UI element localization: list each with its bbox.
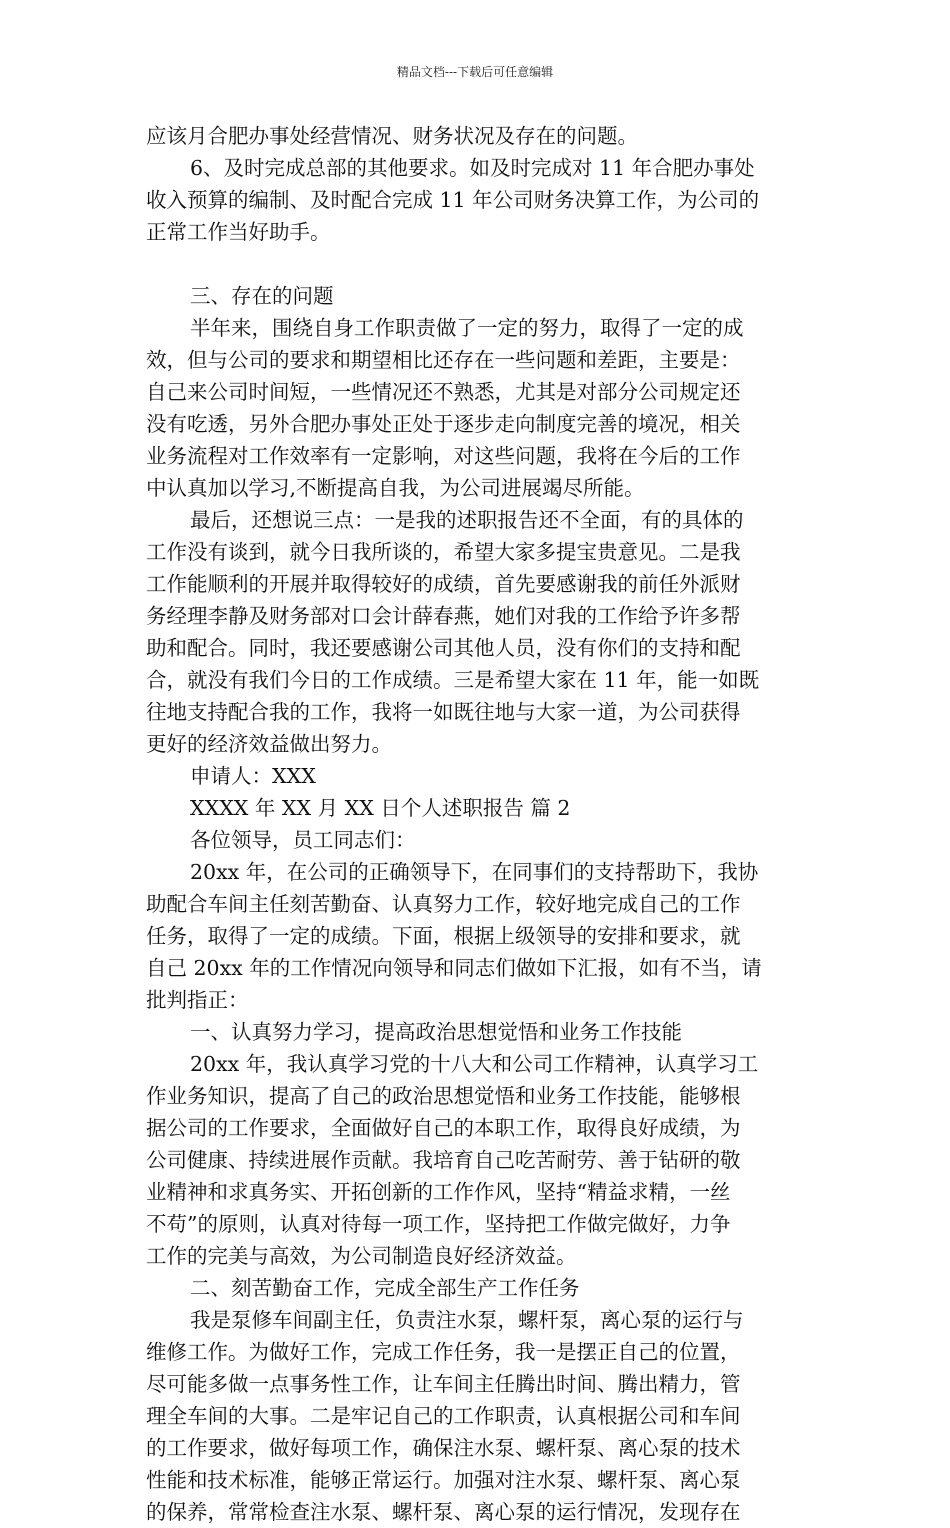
text-line: 申请人：XXX [190,764,316,788]
text-line: XXXX 年 XX 月 XX 日个人述职报告 篇 2 [190,796,571,820]
text-line: 尽可能多做一点事务性工作，让车间主任腾出时间、腾出精力，管 [146,1372,741,1396]
text-line: 各位领导，员工同志们： [190,828,416,852]
text-line: 自己来公司时间短，一些情况还不熟悉，尤其是对部分公司规定还 [146,380,741,404]
document-body [146,120,810,1528]
text-line: 务经理李静及财务部对口会计薛春燕，她们对我的工作给予许多帮 [146,604,741,628]
text-line: 往地支持配合我的工作，我将一如既往地与大家一道，为公司获得 [146,700,741,724]
text-line: 助配合车间主任刻苦勤奋、认真努力工作，较好地完成自己的工作 [146,892,741,916]
text-line: 6、及时完成总部的其他要求。如及时完成对 11 年合肥办事处 [190,156,755,180]
text-line: 20xx 年，我认真学习党的十八大和公司工作精神，认真学习工 [190,1052,759,1076]
text-line: 中认真加以学习,不断提高自我，为公司进展竭尽所能。 [146,476,645,500]
text-line: 二、刻苦勤奋工作，完成全部生产工作任务 [190,1276,580,1300]
text-line: 收入预算的编制、及时配合完成 11 年公司财务决算工作，为公司的 [146,188,760,212]
text-line: 据公司的工作要求，全面做好自己的本职工作，取得良好成绩，为 [146,1116,741,1140]
text-line: 正常工作当好助手。 [146,220,331,244]
text-line: 的工作要求，做好每项工作，确保注水泵、螺杆泵、离心泵的技术 [146,1436,741,1460]
text-line: 任务，取得了一定的成绩。下面，根据上级领导的安排和要求，就 [146,924,741,948]
text-line: 工作能顺利的开展并取得较好的成绩，首先要感谢我的前任外派财 [146,572,741,596]
text-line: 自己 20xx 年的工作情况向领导和同志们做如下汇报，如有不当，请 [146,956,762,980]
text-line: 助和配合。同时，我还要感谢公司其他人员，没有你们的支持和配 [146,636,741,660]
text-line: 效，但与公司的要求和期望相比还存在一些问题和差距，主要是： [146,348,741,372]
text-line: 一、认真努力学习，提高政治思想觉悟和业务工作技能 [190,1020,682,1044]
text-line: 理全车间的大事。二是牢记自己的工作职责，认真根据公司和车间 [146,1404,741,1428]
text-line: 合，就没有我们今日的工作成绩。三是希望大家在 11 年，能一如既 [146,668,760,692]
text-line: 性能和技术标准，能够正常运行。加强对注水泵、螺杆泵、离心泵 [146,1468,741,1492]
text-line: 维修工作。为做好工作，完成工作任务，我一是摆正自己的位置， [146,1340,741,1364]
text-line: 我是泵修车间副主任，负责注水泵，螺杆泵，离心泵的运行与 [190,1308,744,1332]
blank-line [146,248,810,280]
text-line: 公司健康、持续进展作贡献。我培育自己吃苦耐劳、善于钻研的敬 [146,1148,741,1172]
text-line: 作业务知识，提高了自己的政治思想觉悟和业务工作技能，能够根 [146,1084,741,1108]
text-line: 工作的完美与高效，为公司制造良好经济效益。 [146,1244,577,1268]
text-line: 不苟”的原则，认真对待每一项工作，坚持把工作做完做好，力争 [146,1212,731,1236]
text-line: 三、存在的问题 [190,284,334,308]
text-line: 半年来，围绕自身工作职责做了一定的努力，取得了一定的成 [190,316,744,340]
page-header: 精品文档---下载后可任意编辑 [396,65,554,79]
text-line: 业务流程对工作效率有一定影响，对这些问题，我将在今后的工作 [146,444,741,468]
text-line: 最后，还想说三点：一是我的述职报告还不全面，有的具体的 [190,508,744,532]
text-line: 工作没有谈到，就今日我所谈的，希望大家多提宝贵意见。二是我 [146,540,741,564]
text-line: 的保养，常常检查注水泵、螺杆泵、离心泵的运行情况，发现存在 [146,1500,741,1524]
text-line: 应该月合肥办事处经营情况、财务状况及存在的问题。 [146,124,638,148]
text-line: 批判指正： [146,988,249,1012]
text-line: 没有吃透，另外合肥办事处正处于逐步走向制度完善的境况，相关 [146,412,741,436]
text-line: 20xx 年，在公司的正确领导下，在同事们的支持帮助下，我协 [190,860,759,884]
text-line: 更好的经济效益做出努力。 [146,732,392,756]
text-line: 业精神和求真务实、开拓创新的工作作风，坚持“精益求精，一丝 [146,1180,731,1204]
